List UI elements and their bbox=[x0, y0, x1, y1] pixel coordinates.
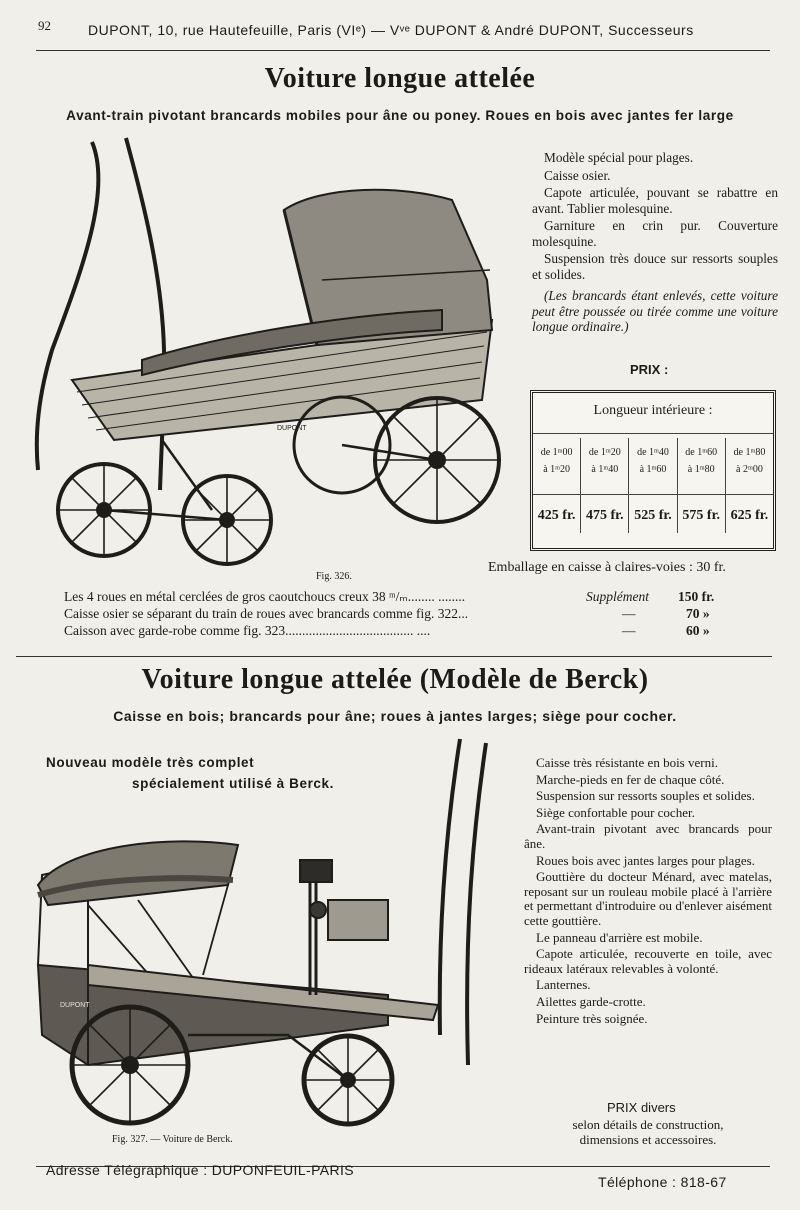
desc2-line: Le panneau d'arrière est mobile. bbox=[536, 929, 703, 945]
desc1-line: Caisse osier. bbox=[544, 167, 611, 183]
section2-description bbox=[524, 756, 772, 1028]
price-column: de 1ᵐ00 à 1ᵐ20 425 fr. bbox=[533, 438, 580, 533]
section2-intro-line1: Nouveau modèle très complet bbox=[46, 755, 255, 770]
section2-subtitle: Caisse en bois; brancards pour âne; roues à jantes larges; siège pour cocher. bbox=[113, 708, 677, 724]
wicker-carriage-illustration bbox=[22, 130, 502, 580]
supplements-list bbox=[64, 588, 744, 639]
supplement-row: Caisse osier se séparant du train de roues avec brancards comme fig. 322... — 70 » bbox=[64, 606, 710, 621]
desc1-line: Suspension très douce sur ressorts souples et solides. bbox=[532, 251, 778, 282]
desc2-line: Marche-pieds en fer de chaque côté. bbox=[536, 771, 725, 787]
section1-title: Voiture longue attelée bbox=[264, 63, 536, 94]
prix-divers-label: PRIX divers bbox=[607, 1100, 676, 1115]
price-column: de 1ᵐ80 à 2ᵐ00 625 fr. bbox=[725, 438, 773, 533]
price-value: 525 fr. bbox=[634, 508, 672, 523]
desc1-line: Capote articulée, pouvant se rabattre en avant. Tablier molesquine. bbox=[532, 185, 778, 216]
desc2-line: Peinture très soignée. bbox=[536, 1010, 648, 1026]
price-value: 475 fr. bbox=[586, 508, 624, 523]
berck-carriage-illustration bbox=[28, 735, 518, 1135]
section2-intro-line2: spécialement utilisé à Berck. bbox=[132, 776, 334, 791]
supplement-row: Caisson avec garde-robe comme fig. 323...................................... .... — 60 » bbox=[64, 623, 710, 638]
prix-divers-text: selon détails de construction, dimensions et accessoires. bbox=[572, 1117, 724, 1147]
price-value: 575 fr. bbox=[682, 508, 720, 523]
desc2-line: Capote articulée, recouverte en toile, avec rideaux latéraux relevables à volonté. bbox=[524, 946, 772, 976]
price-value: 625 fr. bbox=[730, 508, 769, 523]
fig327-caption: Fig. 327. — Voiture de Berck. bbox=[112, 1134, 233, 1145]
footer-address: Adresse Télégraphique : DUPONFEUIL-PARIS bbox=[46, 1162, 355, 1178]
body-label: DUPONT bbox=[60, 1002, 90, 1009]
footer-phone: Téléphone : 818-67 bbox=[598, 1174, 727, 1190]
desc2-line: Avant-train pivotant avec brancards pour âne. bbox=[524, 821, 772, 851]
price-table bbox=[530, 390, 776, 551]
desc2-line: Lanternes. bbox=[536, 977, 591, 993]
fig326-caption: Fig. 326. bbox=[316, 571, 352, 582]
header-rule bbox=[36, 50, 770, 51]
section1-description bbox=[532, 150, 778, 337]
price-column: de 1ᵐ40 à 1ᵐ60 525 fr. bbox=[628, 438, 676, 533]
desc2-line: Siège confortable pour cocher. bbox=[536, 804, 695, 820]
supplement-row: Les 4 roues en métal cerclées de gros caoutchoucs creux 38 ᵐ/ₘ........ ........ Supplément 150 fr. bbox=[64, 589, 715, 604]
page-number: 92 bbox=[38, 18, 51, 33]
desc2-line: Caisse très résistante en bois verni. bbox=[536, 755, 718, 770]
section2-title: Voiture longue attelée (Modèle de Berck) bbox=[141, 664, 649, 695]
price-value: 425 fr. bbox=[537, 508, 576, 523]
emballage-note: Emballage en caisse à claires-voies : 30 fr. bbox=[488, 560, 726, 575]
price-column: de 1ᵐ60 à 1ᵐ80 575 fr. bbox=[677, 438, 725, 533]
price-table-header: Longueur intérieure : bbox=[533, 393, 773, 434]
prix-label: PRIX : bbox=[630, 362, 669, 377]
desc2-line: Gouttière du docteur Ménard, avec matelas, reposant sur un rouleau mobile placé à l'arrière et permettant d'introduire ou d'enlever aisément cette gouttière. bbox=[524, 869, 772, 928]
desc1-line: Garniture en crin pur. Couverture molesquine. bbox=[532, 218, 778, 249]
desc1-note: (Les brancards étant enlevés, cette voiture peut être poussée ou tirée comme une voiture longue ordinaire.) bbox=[532, 288, 778, 334]
page-header: DUPONT, 10, rue Hautefeuille, Paris (VIᵉ) — Vᵛᵉ DUPONT & André DUPONT, Successeurs bbox=[88, 22, 694, 38]
desc2-line: Suspension sur ressorts souples et solides. bbox=[536, 788, 755, 804]
section1-subtitle: Avant-train pivotant brancards mobiles pour âne ou poney. Roues en bois avec jantes fer large bbox=[66, 108, 734, 123]
price-column: de 1ᵐ20 à 1ᵐ40 475 fr. bbox=[580, 438, 628, 533]
wicker-label: DUPONT bbox=[277, 425, 307, 432]
desc2-line: Roues bois avec jantes larges pour plages. bbox=[536, 852, 755, 868]
desc1-line: Modèle spécial pour plages. bbox=[544, 150, 694, 165]
section-divider bbox=[16, 656, 772, 657]
desc2-line: Ailettes garde-crotte. bbox=[536, 993, 646, 1009]
